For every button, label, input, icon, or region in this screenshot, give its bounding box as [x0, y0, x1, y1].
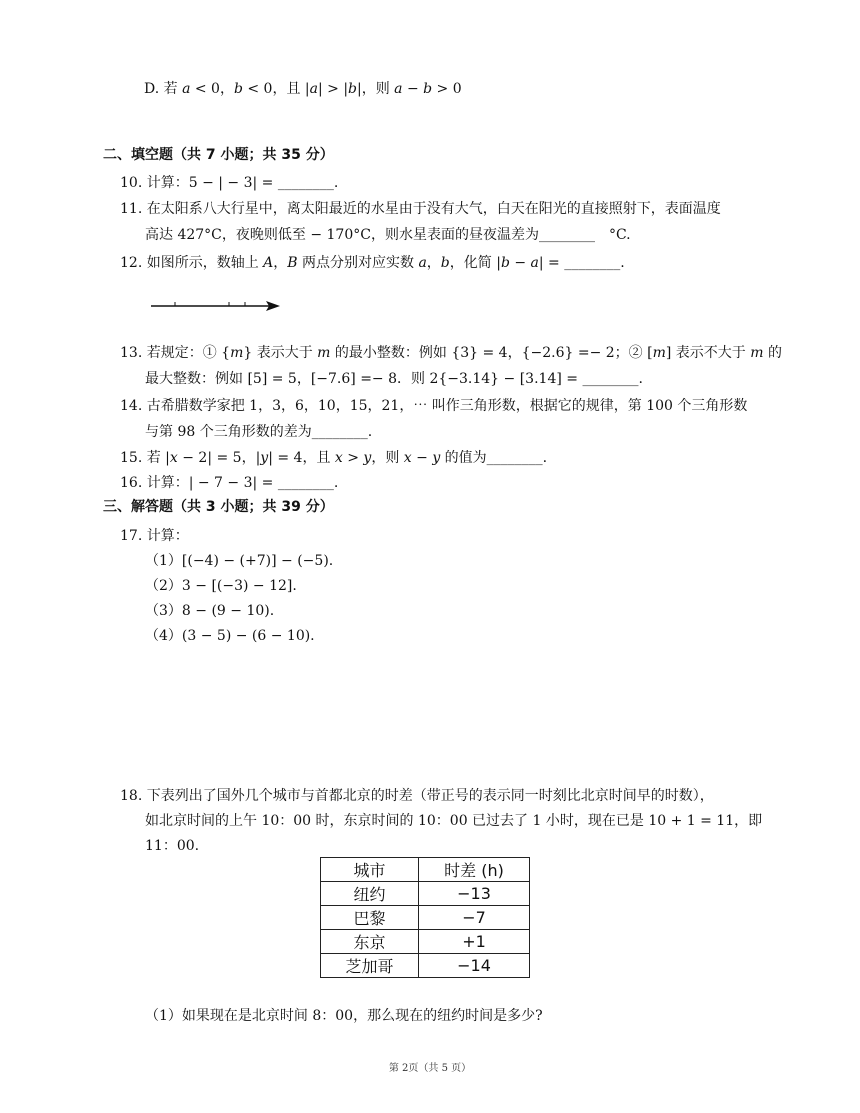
time-diff-cell: +1	[419, 930, 530, 954]
page-footer: 第 2页（共 5 页）	[388, 1063, 472, 1074]
question-17-part3: （3）8 − (9 − 10).	[145, 603, 275, 619]
city-cell: 芝加哥	[321, 954, 419, 978]
question-13-line2: 最大整数：例如 [5] = 5，[−7.6] =− 8．则 2{−3.14} − [3.14] = ________.	[145, 371, 643, 387]
question-13-line1: 13. 若规定：① {𝑚} 表示大于 𝑚 的最小整数：例如 {3} = 4，{−2.6} =− 2；② [𝑚] 表示不大于 𝑚 的	[120, 345, 782, 361]
time-diff-cell: −7	[419, 906, 530, 930]
question-16: 16. 计算：| − 7 − 3| = ________.	[120, 475, 339, 491]
city-cell: 纽约	[321, 882, 419, 906]
table-row	[321, 906, 530, 930]
question-18-part1: （1）如果现在是北京时间 8：00，那么现在的纽约时间是多少?	[145, 1008, 543, 1024]
question-17: 17. 计算：	[120, 528, 189, 544]
question-14-line1: 14. 古希腊数学家把 1，3，6，10，15，21，⋯ 叫作三角形数，根据它的规律，第 100 个三角形数	[120, 398, 748, 414]
question-18-line1: 18. 下表列出了国外几个城市与首都北京的时差（带正号的表示同一时刻比北京时间早的时数），	[120, 788, 714, 804]
question-18-line3: 11：00.	[145, 838, 200, 854]
time-diff-cell: −13	[419, 882, 530, 906]
question-17-part1: （1）[(−4) − (+7)] − (−5).	[145, 553, 334, 569]
city-cell: 东京	[321, 930, 419, 954]
question-18-line2: 如北京时间的上午 10：00 时，东京时间的 10：00 已过去了 1 小时，现在已是 10 + 1 = 11，即	[145, 813, 763, 829]
table-row	[321, 930, 530, 954]
table-header-row	[321, 858, 530, 882]
number-line-figure	[145, 288, 285, 328]
time-difference-table	[320, 857, 530, 978]
question-17-part2: （2）3 − [(−3) − 12].	[145, 578, 297, 594]
question-17-part4: （4）(3 − 5) − (6 − 10).	[145, 628, 315, 644]
question-10: 10. 计算：5 − | − 3| = ________.	[120, 175, 339, 191]
question-11-line2: 高达 427°C，夜晚则低至 − 170°C，则水星表面的昼夜温差为________ °C.	[145, 227, 631, 243]
section3-heading: 三、解答题（共 3 小题；共 39 分）	[103, 499, 334, 515]
header-city: 城市	[321, 858, 419, 882]
table-row	[321, 882, 530, 906]
section2-heading: 二、填空题（共 7 小题；共 35 分）	[103, 147, 334, 163]
question-14-line2: 与第 98 个三角形数的差为________.	[145, 424, 373, 440]
question-12: 12. 如图所示，数轴上 𝐴，𝐵 两点分别对应实数 𝑎，𝑏，化简 |𝑏 − 𝑎| = ________.	[120, 255, 625, 271]
header-time-diff: 时差 (h)	[419, 858, 530, 882]
time-diff-cell: −14	[419, 954, 530, 978]
city-cell: 巴黎	[321, 906, 419, 930]
question-11-line1: 11. 在太阳系八大行星中，离太阳最近的水星由于没有大气，白天在阳光的直接照射下，表面温度	[120, 201, 721, 217]
table-row	[321, 954, 530, 978]
option-d: D. 若 𝑎 < 0，𝑏 < 0，且 |𝑎| > |𝑏|，则 𝑎 − 𝑏 > 0	[144, 81, 462, 97]
question-15: 15. 若 |𝑥 − 2| = 5，|𝑦| = 4，且 𝑥 > 𝑦，则 𝑥 − 𝑦 的值为________.	[120, 450, 548, 466]
